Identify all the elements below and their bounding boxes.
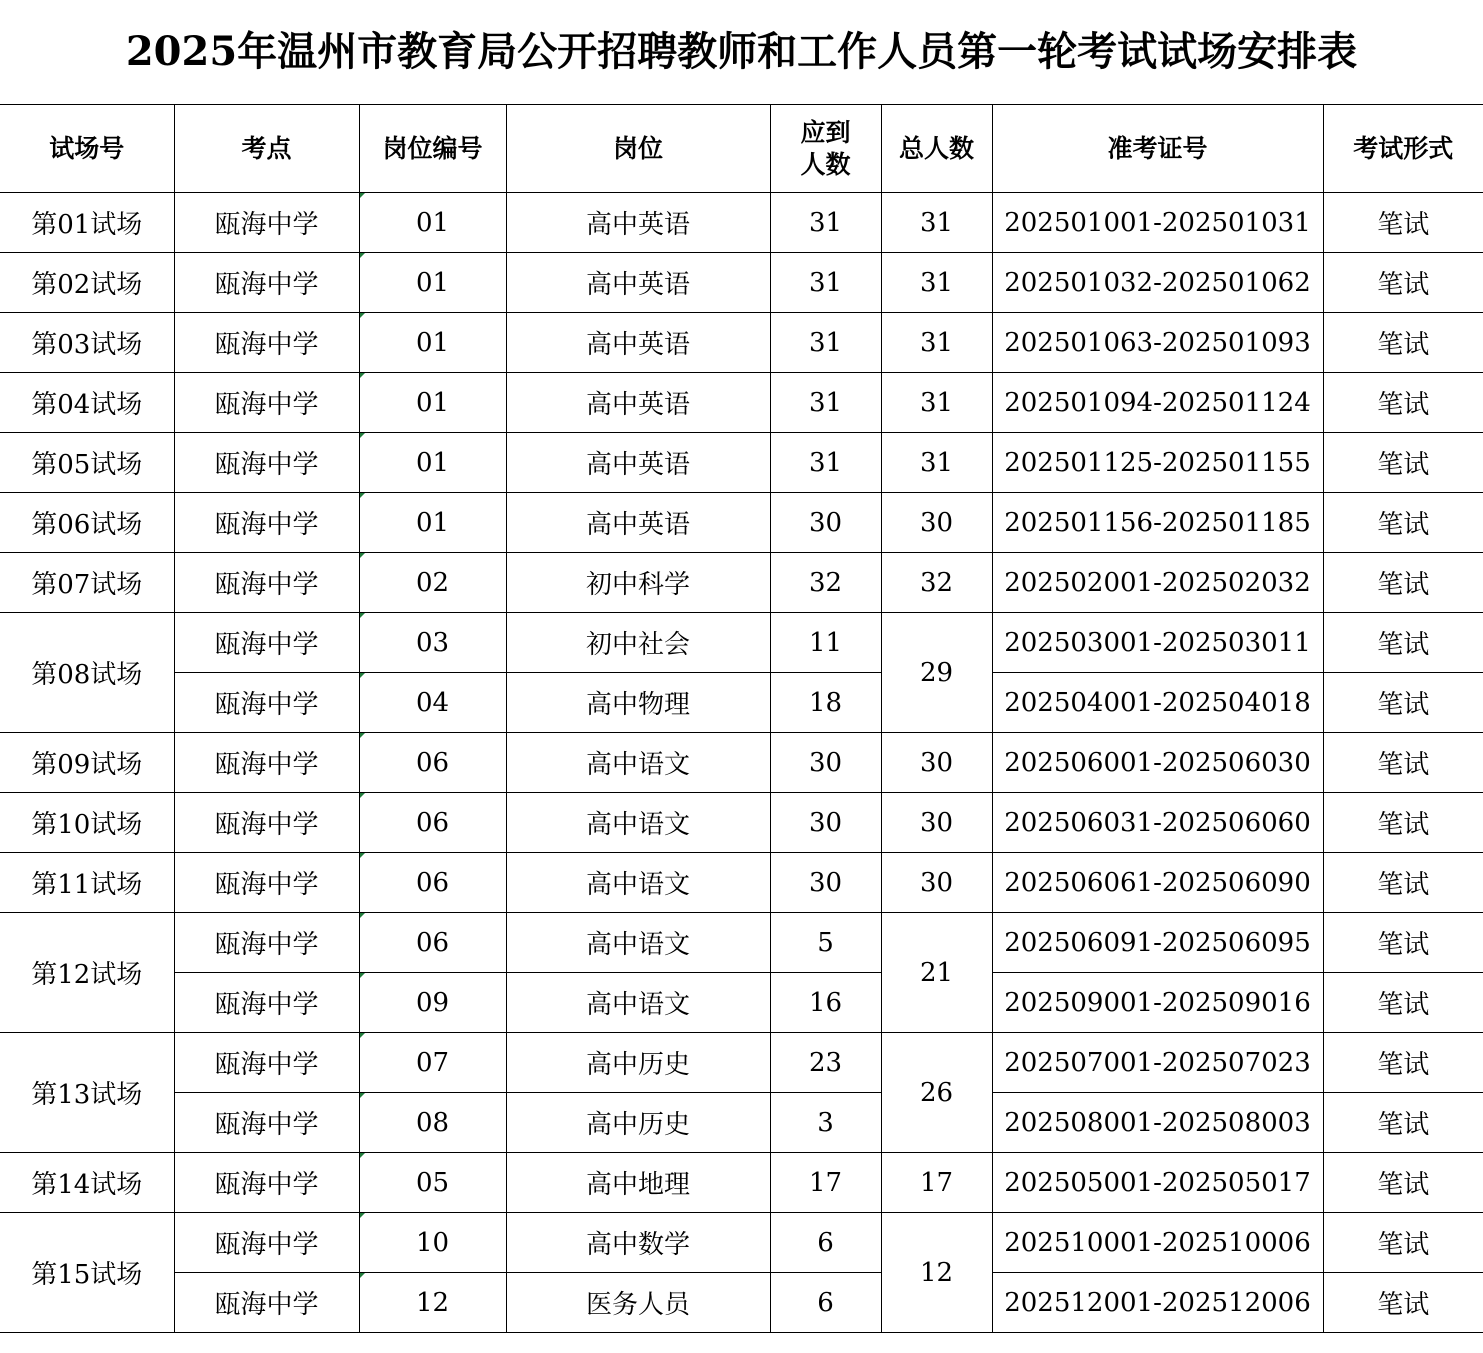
expected-count-cell: 18	[770, 673, 881, 733]
exam-form-cell: 笔试	[1323, 1153, 1483, 1213]
ticket-range-cell: 202501001-202501031	[992, 193, 1323, 253]
exam-site-cell: 瓯海中学	[174, 853, 359, 913]
ticket-range-cell: 202505001-202505017	[992, 1153, 1323, 1213]
expected-count-cell: 31	[770, 373, 881, 433]
exam-form-cell: 笔试	[1323, 1093, 1483, 1153]
ticket-range-cell: 202501156-202501185	[992, 493, 1323, 553]
position-cell: 高中语文	[506, 973, 770, 1033]
position-code-cell: 06	[359, 793, 506, 853]
header-expected-line1: 应到	[800, 117, 851, 147]
room-number-cell: 第07试场	[0, 553, 174, 613]
position-cell: 高中历史	[506, 1093, 770, 1153]
room-number-cell: 第02试场	[0, 253, 174, 313]
table-row	[0, 493, 1483, 553]
position-code-cell: 01	[359, 313, 506, 373]
position-cell: 高中语文	[506, 793, 770, 853]
position-cell: 高中历史	[506, 1033, 770, 1093]
room-number-cell: 第14试场	[0, 1153, 174, 1213]
ticket-range-cell: 202507001-202507023	[992, 1033, 1323, 1093]
total-count-cell: 17	[881, 1153, 992, 1213]
header-row	[0, 105, 1483, 193]
exam-form-cell: 笔试	[1323, 493, 1483, 553]
exam-form-cell: 笔试	[1323, 1273, 1483, 1333]
expected-count-cell: 31	[770, 193, 881, 253]
table-row	[0, 553, 1483, 613]
expected-count-cell: 3	[770, 1093, 881, 1153]
page-title: 2025年温州市教育局公开招聘教师和工作人员第一轮考试试场安排表	[125, 28, 1358, 75]
exam-form-cell: 笔试	[1323, 553, 1483, 613]
exam-form-cell: 笔试	[1323, 973, 1483, 1033]
table-row	[0, 253, 1483, 313]
expected-count-cell: 17	[770, 1153, 881, 1213]
room-number-cell: 第05试场	[0, 433, 174, 493]
table-row	[0, 373, 1483, 433]
exam-site-cell: 瓯海中学	[174, 973, 359, 1033]
ticket-range-cell: 202502001-202502032	[992, 553, 1323, 613]
table-row	[0, 1033, 1483, 1093]
position-code-cell: 06	[359, 853, 506, 913]
table-body	[0, 193, 1483, 1333]
position-cell: 初中社会	[506, 613, 770, 673]
exam-site-cell: 瓯海中学	[174, 1033, 359, 1093]
expected-count-cell: 11	[770, 613, 881, 673]
table-row	[0, 913, 1483, 973]
total-count-cell: 12	[881, 1213, 992, 1333]
header-site: 考点	[174, 105, 359, 193]
total-count-cell: 31	[881, 253, 992, 313]
header-position: 岗位	[506, 105, 770, 193]
ticket-range-cell: 202501032-202501062	[992, 253, 1323, 313]
expected-count-cell: 6	[770, 1213, 881, 1273]
position-cell: 高中英语	[506, 253, 770, 313]
table-row	[0, 1273, 1483, 1333]
exam-site-cell: 瓯海中学	[174, 913, 359, 973]
ticket-range-cell: 202510001-202510006	[992, 1213, 1323, 1273]
total-count-cell: 29	[881, 613, 992, 733]
exam-form-cell: 笔试	[1323, 373, 1483, 433]
exam-form-cell: 笔试	[1323, 1213, 1483, 1273]
expected-count-cell: 30	[770, 493, 881, 553]
exam-form-cell: 笔试	[1323, 673, 1483, 733]
ticket-range-cell: 202506031-202506060	[992, 793, 1323, 853]
room-number-cell: 第04试场	[0, 373, 174, 433]
total-count-cell: 32	[881, 553, 992, 613]
exam-site-cell: 瓯海中学	[174, 1093, 359, 1153]
exam-form-cell: 笔试	[1323, 433, 1483, 493]
position-code-cell: 09	[359, 973, 506, 1033]
position-code-cell: 03	[359, 613, 506, 673]
ticket-range-cell: 202501063-202501093	[992, 313, 1323, 373]
ticket-range-cell: 202509001-202509016	[992, 973, 1323, 1033]
table-row	[0, 733, 1483, 793]
exam-site-cell: 瓯海中学	[174, 493, 359, 553]
position-cell: 高中英语	[506, 433, 770, 493]
position-code-cell: 06	[359, 913, 506, 973]
total-count-cell: 21	[881, 913, 992, 1033]
table-row	[0, 613, 1483, 673]
expected-count-cell: 16	[770, 973, 881, 1033]
exam-form-cell: 笔试	[1323, 613, 1483, 673]
exam-form-cell: 笔试	[1323, 193, 1483, 253]
position-cell: 医务人员	[506, 1273, 770, 1333]
ticket-range-cell: 202501094-202501124	[992, 373, 1323, 433]
position-cell: 高中英语	[506, 493, 770, 553]
total-count-cell: 31	[881, 313, 992, 373]
exam-form-cell: 笔试	[1323, 913, 1483, 973]
table-row	[0, 1213, 1483, 1273]
exam-site-cell: 瓯海中学	[174, 553, 359, 613]
exam-site-cell: 瓯海中学	[174, 193, 359, 253]
position-cell: 高中语文	[506, 913, 770, 973]
ticket-range-cell: 202506001-202506030	[992, 733, 1323, 793]
table-row	[0, 793, 1483, 853]
exam-site-cell: 瓯海中学	[174, 253, 359, 313]
table-row	[0, 973, 1483, 1033]
position-code-cell: 01	[359, 373, 506, 433]
position-code-cell: 08	[359, 1093, 506, 1153]
room-number-cell: 第01试场	[0, 193, 174, 253]
position-cell: 初中科学	[506, 553, 770, 613]
position-code-cell: 10	[359, 1213, 506, 1273]
ticket-range-cell: 202504001-202504018	[992, 673, 1323, 733]
exam-room-table	[0, 104, 1483, 1333]
room-number-cell: 第08试场	[0, 613, 174, 733]
position-cell: 高中语文	[506, 733, 770, 793]
room-number-cell: 第15试场	[0, 1213, 174, 1333]
expected-count-cell: 6	[770, 1273, 881, 1333]
exam-form-cell: 笔试	[1323, 1033, 1483, 1093]
room-number-cell: 第03试场	[0, 313, 174, 373]
position-cell: 高中地理	[506, 1153, 770, 1213]
position-code-cell: 01	[359, 253, 506, 313]
exam-site-cell: 瓯海中学	[174, 373, 359, 433]
position-cell: 高中英语	[506, 193, 770, 253]
position-code-cell: 12	[359, 1273, 506, 1333]
ticket-range-cell: 202501125-202501155	[992, 433, 1323, 493]
expected-count-cell: 32	[770, 553, 881, 613]
total-count-cell: 31	[881, 433, 992, 493]
table-row	[0, 1093, 1483, 1153]
exam-site-cell: 瓯海中学	[174, 793, 359, 853]
expected-count-cell: 23	[770, 1033, 881, 1093]
position-cell: 高中物理	[506, 673, 770, 733]
table-row	[0, 1153, 1483, 1213]
expected-count-cell: 31	[770, 433, 881, 493]
total-count-cell: 30	[881, 853, 992, 913]
position-cell: 高中语文	[506, 853, 770, 913]
position-cell: 高中数学	[506, 1213, 770, 1273]
position-code-cell: 02	[359, 553, 506, 613]
ticket-range-cell: 202506091-202506095	[992, 913, 1323, 973]
position-code-cell: 01	[359, 193, 506, 253]
table-row	[0, 433, 1483, 493]
ticket-range-cell: 202503001-202503011	[992, 613, 1323, 673]
header-expected	[770, 105, 881, 193]
expected-count-cell: 31	[770, 313, 881, 373]
exam-site-cell: 瓯海中学	[174, 1153, 359, 1213]
ticket-range-cell: 202508001-202508003	[992, 1093, 1323, 1153]
header-room: 试场号	[0, 105, 174, 193]
table-row	[0, 193, 1483, 253]
exam-site-cell: 瓯海中学	[174, 1213, 359, 1273]
table-row	[0, 673, 1483, 733]
expected-count-cell: 30	[770, 853, 881, 913]
exam-site-cell: 瓯海中学	[174, 1273, 359, 1333]
position-code-cell: 01	[359, 433, 506, 493]
exam-form-cell: 笔试	[1323, 313, 1483, 373]
table-row	[0, 313, 1483, 373]
exam-form-cell: 笔试	[1323, 733, 1483, 793]
exam-site-cell: 瓯海中学	[174, 613, 359, 673]
ticket-range-cell: 202506061-202506090	[992, 853, 1323, 913]
position-cell: 高中英语	[506, 373, 770, 433]
room-number-cell: 第13试场	[0, 1033, 174, 1153]
header-form: 考试形式	[1323, 105, 1483, 193]
expected-count-cell: 30	[770, 793, 881, 853]
position-code-cell: 05	[359, 1153, 506, 1213]
position-cell: 高中英语	[506, 313, 770, 373]
total-count-cell: 31	[881, 193, 992, 253]
room-number-cell: 第12试场	[0, 913, 174, 1033]
exam-form-cell: 笔试	[1323, 793, 1483, 853]
header-code: 岗位编号	[359, 105, 506, 193]
total-count-cell: 26	[881, 1033, 992, 1153]
total-count-cell: 30	[881, 793, 992, 853]
header-ticket: 准考证号	[992, 105, 1323, 193]
table-row	[0, 853, 1483, 913]
position-code-cell: 01	[359, 493, 506, 553]
total-count-cell: 30	[881, 493, 992, 553]
total-count-cell: 31	[881, 373, 992, 433]
exam-site-cell: 瓯海中学	[174, 313, 359, 373]
room-number-cell: 第10试场	[0, 793, 174, 853]
position-code-cell: 07	[359, 1033, 506, 1093]
header-total: 总人数	[881, 105, 992, 193]
ticket-range-cell: 202512001-202512006	[992, 1273, 1323, 1333]
position-code-cell: 04	[359, 673, 506, 733]
exam-site-cell: 瓯海中学	[174, 433, 359, 493]
room-number-cell: 第09试场	[0, 733, 174, 793]
total-count-cell: 30	[881, 733, 992, 793]
exam-site-cell: 瓯海中学	[174, 673, 359, 733]
position-code-cell: 06	[359, 733, 506, 793]
exam-form-cell: 笔试	[1323, 253, 1483, 313]
expected-count-cell: 31	[770, 253, 881, 313]
exam-site-cell: 瓯海中学	[174, 733, 359, 793]
room-number-cell: 第11试场	[0, 853, 174, 913]
header-expected-line2: 人数	[800, 149, 851, 179]
expected-count-cell: 5	[770, 913, 881, 973]
exam-form-cell: 笔试	[1323, 853, 1483, 913]
room-number-cell: 第06试场	[0, 493, 174, 553]
expected-count-cell: 30	[770, 733, 881, 793]
